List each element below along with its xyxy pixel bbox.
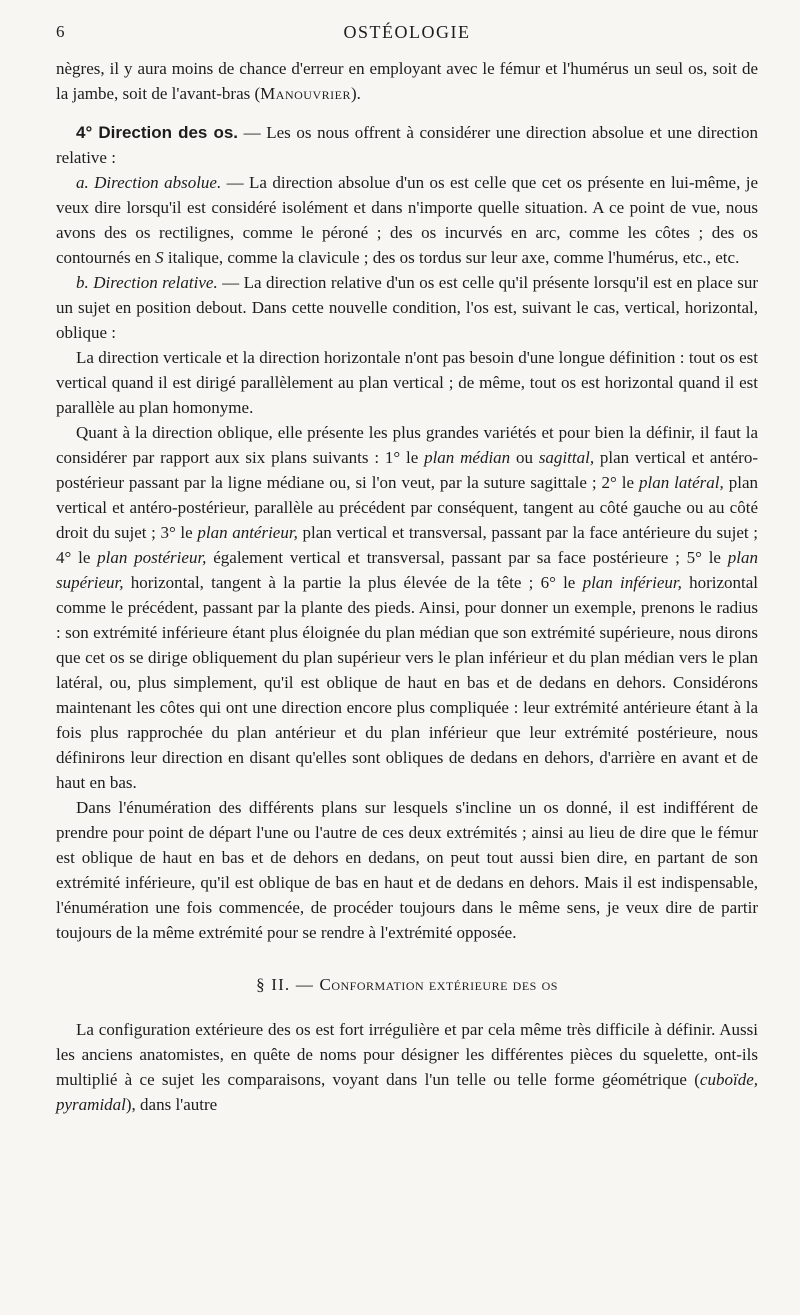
paragraph-vertical-horizontal xyxy=(56,345,758,420)
page-header xyxy=(56,22,758,56)
text: plan vertical et antéro-postérieur passant par la ligne médiane ou, si l'on veut, par la suture sagittale ; 2° le xyxy=(56,448,758,492)
text: — La direction absolue d'un os est celle que cet os présente en lui-même, je veux dire lorsqu'il est considéré isolément et dans n'importe quelle situation. A ce point de vue, nous avons des os rectilignes, comme le péroné ; des os incurvés en arc, comme les côtes ; des os contournés en xyxy=(56,173,759,267)
author-citation: Manouvrier xyxy=(260,84,351,103)
italic-term: plan antérieur, xyxy=(197,523,298,542)
text: Quant à la direction oblique, elle présente les plus grandes variétés et pour bien la définir, il faut la considérer par rapport aux six plans suivants : 1° le xyxy=(56,423,758,467)
paragraph-continued xyxy=(56,56,758,106)
running-title: OSTÉOLOGIE xyxy=(343,22,471,42)
italic-term: cuboïde, pyramidal xyxy=(56,1070,758,1114)
section-dash: — xyxy=(290,975,320,994)
italic-term: plan médian xyxy=(424,448,511,467)
text: également vertical et transversal, passant par sa face postérieure ; 5° le xyxy=(206,548,728,567)
text: plan vertical et transversal, passant par la face antérieure du sujet ; 4° le xyxy=(56,523,758,567)
text: plan vertical et antéro-postérieur, parallèle au précédent par conséquent, tangent au côté gauche ou au côté droit du sujet ; 3° le xyxy=(56,473,758,542)
section-heading xyxy=(56,975,758,995)
paragraph-oblique xyxy=(56,420,758,795)
italic-term: plan latéral, xyxy=(639,473,724,492)
text: horizontal, tangent à la partie la plus élevée de la tête ; 6° le xyxy=(123,573,583,592)
italic-term: plan inférieur, xyxy=(582,573,682,592)
text: — Les os nous offrent à considérer une direction absolue et une direction relative : xyxy=(56,123,758,167)
paragraph-label: a. Direction absolue. xyxy=(76,173,222,192)
section-title: Conformation extérieure des os xyxy=(319,975,558,994)
paragraph-label: b. Direction relative. xyxy=(76,273,218,292)
text: — La direction relative d'un os est celle qu'il présente lorsqu'il est en place sur un sujet en position debout. Dans cette nouvelle condition, l'os est, suivant le cas, vertical, horizontal, oblique : xyxy=(56,273,759,342)
paragraph-configuration xyxy=(56,1017,758,1117)
text: La direction verticale et la direction horizontale n'ont pas besoin d'une longue définition : tout os est vertical quand il est dirigé parallèlement au plan vertical ; de même, tout os est horizontal quand il est parallèle au plan homonyme. xyxy=(56,348,758,417)
subsection-direction xyxy=(56,120,758,170)
text: ), dans l'autre xyxy=(125,1095,218,1114)
text: horizontal comme le précédent, passant par la plante des pieds. Ainsi, pour donner un exemple, prenons le radius : son extrémité inférieure étant plus éloignée du plan médian que son extrémité supérieure, nous dirons que cet os se dirige obliquement du plan supérieur vers le plan inférieur et du plan médian vers le plan latéral, ou, plus simplement, qu'il est oblique de haut en bas et de dedans en dehors. Considérons maintenant les côtes qui ont une direction encore plus compliquée : leur extrémité antérieure étant à la fois plus rapprochée du plan antérieur et du plan inférieur que leur extrémité postérieure, nous définirons leur direction en disant qu'elles sont obliques de dedans en dehors, d'arrière en avant et de haut en bas. xyxy=(56,573,758,792)
text: La configuration extérieure des os est fort irrégulière et par cela même très difficile à définir. Aussi les anciens anatomistes, en quête de noms pour désigner les différentes pièces du squelette, ont-ils multiplié à ce sujet les comparaisons, voyant dans l'un telle ou telle forme géométrique ( xyxy=(56,1020,758,1089)
section-number: § II. xyxy=(256,975,291,994)
text: Dans l'énumération des différents plans sur lesquels s'incline un os donné, il est indifférent de prendre pour point de départ l'une ou l'autre de ces deux extrémités ; ainsi au lieu de dire que le fémur est oblique de haut en bas et de dehors en dedans, on peut tout aussi bien dire, en partant de son extrémité inférieure, qu'il est oblique de bas en haut et de dedans en dehors. Mais il est indispensable, l'énumération une fois commencée, de procéder toujours dans le même sens, je veux dire de partir toujours de la même extrémité pour se rendre à l'extrémité opposée. xyxy=(56,798,758,942)
italic-term: plan supérieur, xyxy=(56,548,758,592)
text: italique, comme la clavicule ; des os tordus sur leur axe, comme l'humérus, etc., etc. xyxy=(163,248,740,267)
italic-term: plan postérieur, xyxy=(97,548,207,567)
page-number: 6 xyxy=(56,22,65,41)
subsection-heading: 4° Direction des os. xyxy=(76,123,239,142)
text: nègres, il y aura moins de chance d'erreur en employant avec le fémur et l'humérus un seul os, soit de la jambe, soit de l'avant-bras ( xyxy=(56,59,758,103)
text: ). xyxy=(350,84,361,103)
italic-term: sagittal, xyxy=(538,448,595,467)
paragraph-direction-relative xyxy=(56,270,758,345)
paragraph-direction-absolue xyxy=(56,170,758,270)
text: ou xyxy=(510,448,539,467)
page xyxy=(56,22,758,1117)
paragraph-enumeration xyxy=(56,795,758,945)
italic-term: S xyxy=(155,248,164,267)
